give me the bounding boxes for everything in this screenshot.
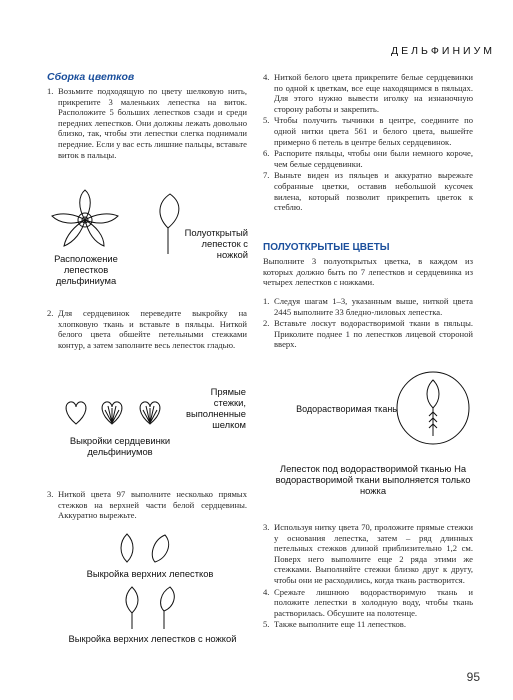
step-number: 3. <box>263 522 270 532</box>
step-number: 5. <box>263 115 270 126</box>
step-number: 5. <box>263 619 270 630</box>
step-number: 1. <box>263 296 270 306</box>
figure-caption-hearts: Выкройки сердцевинки дельфиниумов <box>69 435 171 457</box>
top-petals-figure <box>115 532 185 566</box>
list-item <box>263 115 473 147</box>
figure-caption-arrangement: Расположение лепестков дельфиниума <box>54 253 118 286</box>
step-number: 6. <box>263 148 270 159</box>
step-text: Срежьте лишнюю водорастворимую ткань и положите лепестки в холодную воду, чтобы ткань растворилась. Обсушите на полотенце. <box>274 586 473 618</box>
step-number: 3. <box>47 489 54 499</box>
step-number: 2. <box>47 308 54 318</box>
steps-assembly-1 <box>47 86 247 161</box>
step-text: Выньте виден из пяльцев и аккуратно вырежьте собранные цветки, оставив небольшой кусочек виленa, который позволит прикрепить цветок к стеблю. <box>274 170 473 213</box>
step-text: Возьмите подходящую по цвету шелковую нить, прикрепите 3 маленьких лепестка на виток. Расположите 5 больших лепестков сзади и среди передних лепестков. Они должны лежать довольно близко, так, чтобы эти лепестки слегка поднимали передние. Если у вас есть лишние пальцы, вставьте виток в пальцы. <box>58 86 247 160</box>
step-text: Также выполните еще 11 лепестков. <box>274 619 406 630</box>
step-number: 4. <box>263 586 270 597</box>
step-text: Используя нитку цвета 70, проложите прямые стежки у основания лепестка, затем – ряд длинных петельных стежков длиной приблизительно 1,2 см. Поверх него выполните еще 2 ряда этими же стежками. Выполняйте стежки близко друг к другу, чтобы они не расходились, когда ткань растворится. <box>274 522 473 585</box>
list-item <box>263 170 473 212</box>
list-item <box>47 86 247 160</box>
list-item <box>263 619 473 630</box>
step-text: Для сердцевинок переведите выкройку на хлопковую ткань и вставьте в пяльцы. Ниткой белого цвета обшейте петельными стежками контур, а затем заполните весь лепесток гладью. <box>58 308 247 350</box>
figure-caption-top-petals-stem: Выкройка верхних лепестков с ножкой <box>68 633 237 644</box>
top-petals-stem-figure <box>120 585 190 633</box>
page-number: 95 <box>466 670 480 684</box>
section-title-half-open: ПОЛУОТКРЫТЫЕ ЦВЕТЫ <box>263 242 390 253</box>
steps-right-bottom <box>263 522 473 631</box>
step-text: Распорите пяльцы, чтобы они были немного короче, чем белые сердцевинки. <box>274 148 473 169</box>
list-item <box>47 489 247 521</box>
steps-right-mid <box>263 296 473 351</box>
figure-caption-soluble-fabric: Лепесток под водорастворимой тканью На водорастворимой ткани выполняется только ножка <box>275 463 471 496</box>
list-item <box>47 308 247 350</box>
list-item <box>263 522 473 586</box>
step-text: Следуя шагам 1–3, указанным выше, ниткой цвета 2445 выполните 33 бледно-лиловых лепестка. <box>274 296 473 317</box>
steps-assembly-2 <box>47 308 247 351</box>
step-text: Ниткой белого цвета прикрепите белые сердцевинки по одной к цветкам, все еще находящимся в пяльцах. Для этого нужно вывести иголку на изнаночную сторону работы и закрепить. <box>274 72 473 114</box>
steps-right-top <box>263 72 473 214</box>
figure-label-soluble-fabric: Водорастворимая ткань <box>296 404 397 414</box>
steps-assembly-3 <box>47 489 247 522</box>
section-title-assembly: Сборка цветков <box>47 71 135 83</box>
step-text: Ниткой цвета 97 выполните несколько прямых стежков на верхней части белой сердцевины. Аккуратно вырежьте. <box>58 489 247 521</box>
list-item <box>263 72 473 114</box>
step-number: 4. <box>263 72 270 82</box>
list-item <box>263 296 473 317</box>
figure-label-half-open: Полуоткрытый лепесток с ножкой <box>184 227 248 260</box>
step-text: Чтобы получить тычинки в центре, соедините по одной нитки цвета 561 и белого цвета, вышейте примерно 6 петель в центре белых сердцевинок. <box>274 115 473 147</box>
list-item <box>263 587 473 619</box>
step-number: 2. <box>263 318 270 329</box>
step-text: Вставьте лоскут водорастворимой ткани в пяльцы. Приколите поднее 1 по лепестков лицевой стороной вверх. <box>274 318 473 350</box>
heart-patterns-figure <box>62 396 172 432</box>
soluble-fabric-figure <box>395 370 475 450</box>
step-number: 1. <box>47 86 54 96</box>
petal-arrangement-figure <box>40 188 130 253</box>
step-number: 7. <box>263 170 270 181</box>
figure-label-straight-stitches: Прямые стежки, выполненные шелком <box>186 386 246 430</box>
list-item <box>263 148 473 169</box>
page-header-title: ДЕЛЬФИНИУМ <box>391 45 495 57</box>
figure-caption-top-petals: Выкройка верхних лепестков <box>86 568 214 579</box>
intro-paragraph: Выполните 3 полуоткрытых цветка, в каждом из которых должно быть по 7 лепестков и сердцевинка из четырех лепестков с ножками. <box>263 256 473 288</box>
list-item <box>263 318 473 350</box>
